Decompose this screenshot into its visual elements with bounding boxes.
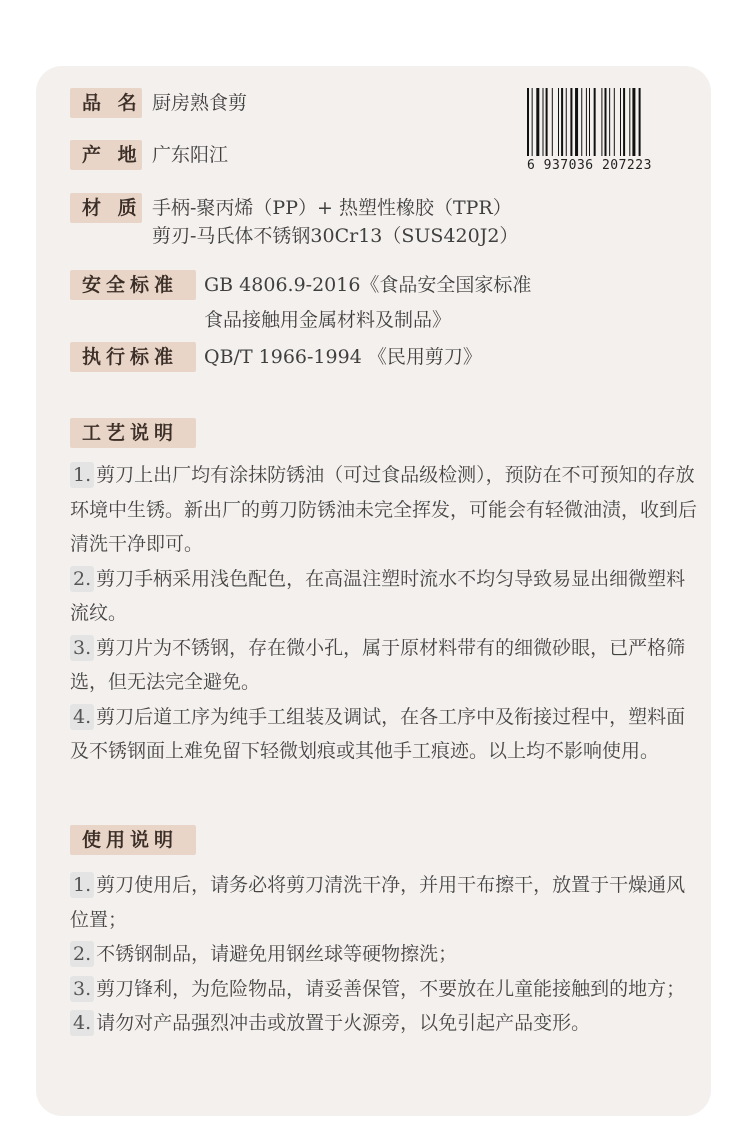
material-line-1: 手柄-聚丙烯（PP）+ 热塑性橡胶（TPR） [152, 197, 512, 219]
item-number: 3. [70, 635, 94, 661]
item-text: 剪刀锋利，为危险物品，请妥善保管，不要放在儿童能接触到的地方； [96, 977, 686, 1000]
origin-label: 产 地 [70, 140, 142, 170]
exec-standard-value: QB/T 1966-1994 《民用剪刀》 [204, 346, 482, 368]
material-label: 材 质 [70, 193, 142, 223]
craft-list [70, 458, 700, 769]
origin-value: 广东阳江 [152, 144, 229, 166]
safety-standard-label: 安全标准 [70, 270, 196, 300]
list-item [70, 937, 700, 972]
item-text: 剪刀后道工序为纯手工组装及调试，在各工序中及衔接过程中，塑料面及不锈钢面上难免留下轻微划痕或其他手工痕迹。以上均不影响使用。 [70, 705, 686, 762]
list-item [70, 1006, 700, 1041]
list-item [70, 631, 700, 700]
usage-list [70, 868, 700, 1041]
list-item [70, 868, 700, 937]
item-number: 1. [70, 462, 94, 488]
exec-standard-label: 执行标准 [70, 342, 196, 372]
list-item [70, 700, 700, 769]
barcode-number: 6 937036 207223 [527, 158, 652, 173]
item-text: 剪刀上出厂均有涂抹防锈油（可过食品级检测），预防在不可预知的存放环境中生锈。新出厂的剪刀防锈油未完全挥发，可能会有轻微油渍，收到后清洗干净即可。 [70, 464, 698, 555]
item-text: 请勿对产品强烈冲击或放置于火源旁，以免引起产品变形。 [96, 1012, 591, 1034]
item-text: 剪刀使用后，请务必将剪刀清洗干净，并用干布擦干，放置于干燥通风位置； [70, 874, 686, 931]
safety-standard-line-2: 食品接触用金属材料及制品》 [204, 309, 452, 331]
material-line-2: 剪刃-马氏体不锈钢30Cr13（SUS420J2） [152, 225, 519, 247]
item-text: 剪刀片为不锈钢，存在微小孔，属于原材料带有的细微砂眼，已严格筛选，但无法完全避免。 [70, 636, 686, 693]
item-number: 2. [70, 941, 94, 967]
item-number: 4. [70, 704, 94, 730]
craft-section-title: 工艺说明 [70, 418, 196, 448]
list-item [70, 562, 700, 631]
item-text: 不锈钢制品，请避免用钢丝球等硬物擦洗； [96, 943, 458, 965]
usage-section-title: 使用说明 [70, 825, 196, 855]
item-number: 4. [70, 1010, 94, 1036]
safety-standard-line-1: GB 4806.9-2016《食品安全国家标准 [204, 274, 532, 296]
item-number: 1. [70, 872, 94, 898]
list-item [70, 458, 700, 562]
item-text: 剪刀手柄采用浅色配色，在高温注塑时流水不均匀导致易显出细微塑料流纹。 [70, 567, 686, 624]
name-value: 厨房熟食剪 [152, 92, 248, 114]
item-number: 2. [70, 566, 94, 592]
item-number: 3. [70, 976, 94, 1002]
list-item [70, 972, 700, 1007]
name-label: 品 名 [70, 88, 142, 118]
